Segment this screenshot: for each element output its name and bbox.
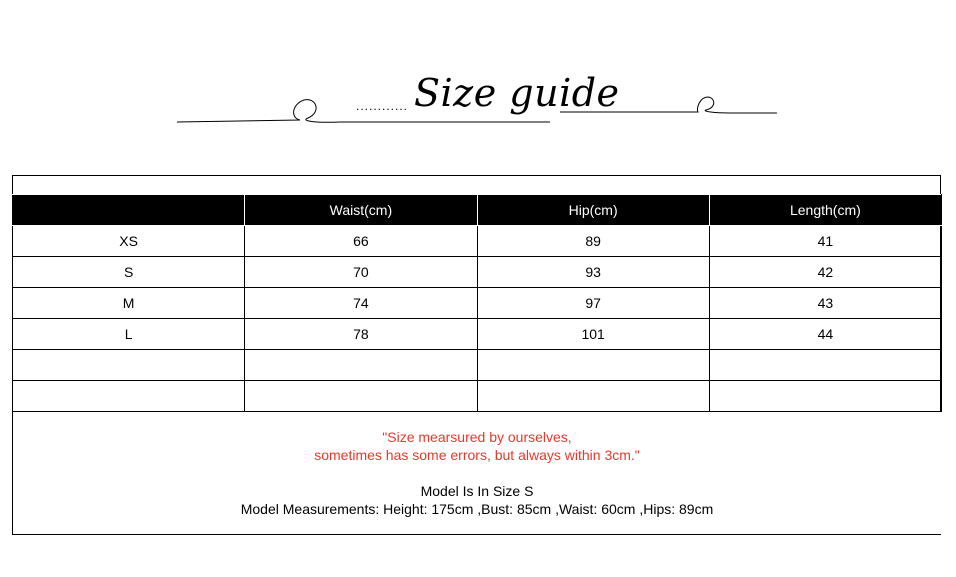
length-cell: 44	[709, 319, 941, 350]
model-measurements: Model Measurements: Height: 175cm ,Bust: 85cm ,Waist: 60cm ,Hips: 89cm	[240, 501, 714, 517]
measurement-disclaimer	[12, 428, 942, 464]
column-header-length: Length(cm)	[709, 195, 941, 226]
length-cell: 42	[709, 257, 941, 288]
length-cell: 43	[709, 288, 941, 319]
length-cell	[709, 381, 941, 412]
size-chart-table	[12, 194, 942, 412]
model-size: Model Is In Size S	[420, 483, 534, 499]
column-header-size	[13, 195, 245, 226]
table-row	[13, 288, 942, 319]
waist-cell	[245, 350, 477, 381]
size-cell: XS	[13, 226, 245, 257]
table-row	[13, 257, 942, 288]
hip-cell	[477, 381, 709, 412]
waist-cell: 70	[245, 257, 477, 288]
hip-cell: 93	[477, 257, 709, 288]
disclaimer-line-2: sometimes has some errors, but always within 3cm."	[314, 447, 640, 463]
length-cell	[709, 350, 941, 381]
size-cell: M	[13, 288, 245, 319]
waist-cell: 78	[245, 319, 477, 350]
title-dots: ............	[356, 99, 409, 113]
page-title: Size guide	[414, 71, 620, 115]
model-info	[12, 482, 942, 518]
hip-cell: 89	[477, 226, 709, 257]
waist-cell: 74	[245, 288, 477, 319]
hip-cell: 101	[477, 319, 709, 350]
table-header-row	[13, 195, 942, 226]
hip-cell	[477, 350, 709, 381]
table-row	[13, 226, 942, 257]
size-cell: S	[13, 257, 245, 288]
table-row-empty	[13, 350, 942, 381]
size-cell	[13, 350, 245, 381]
table-row-empty	[13, 381, 942, 412]
column-header-hip: Hip(cm)	[477, 195, 709, 226]
column-header-waist: Waist(cm)	[245, 195, 477, 226]
length-cell: 41	[709, 226, 941, 257]
size-cell	[13, 381, 245, 412]
hip-cell: 97	[477, 288, 709, 319]
size-cell: L	[13, 319, 245, 350]
disclaimer-line-1: "Size mearsured by ourselves,	[382, 429, 572, 445]
size-guide-header	[0, 0, 956, 160]
table-row	[13, 319, 942, 350]
waist-cell: 66	[245, 226, 477, 257]
waist-cell	[245, 381, 477, 412]
